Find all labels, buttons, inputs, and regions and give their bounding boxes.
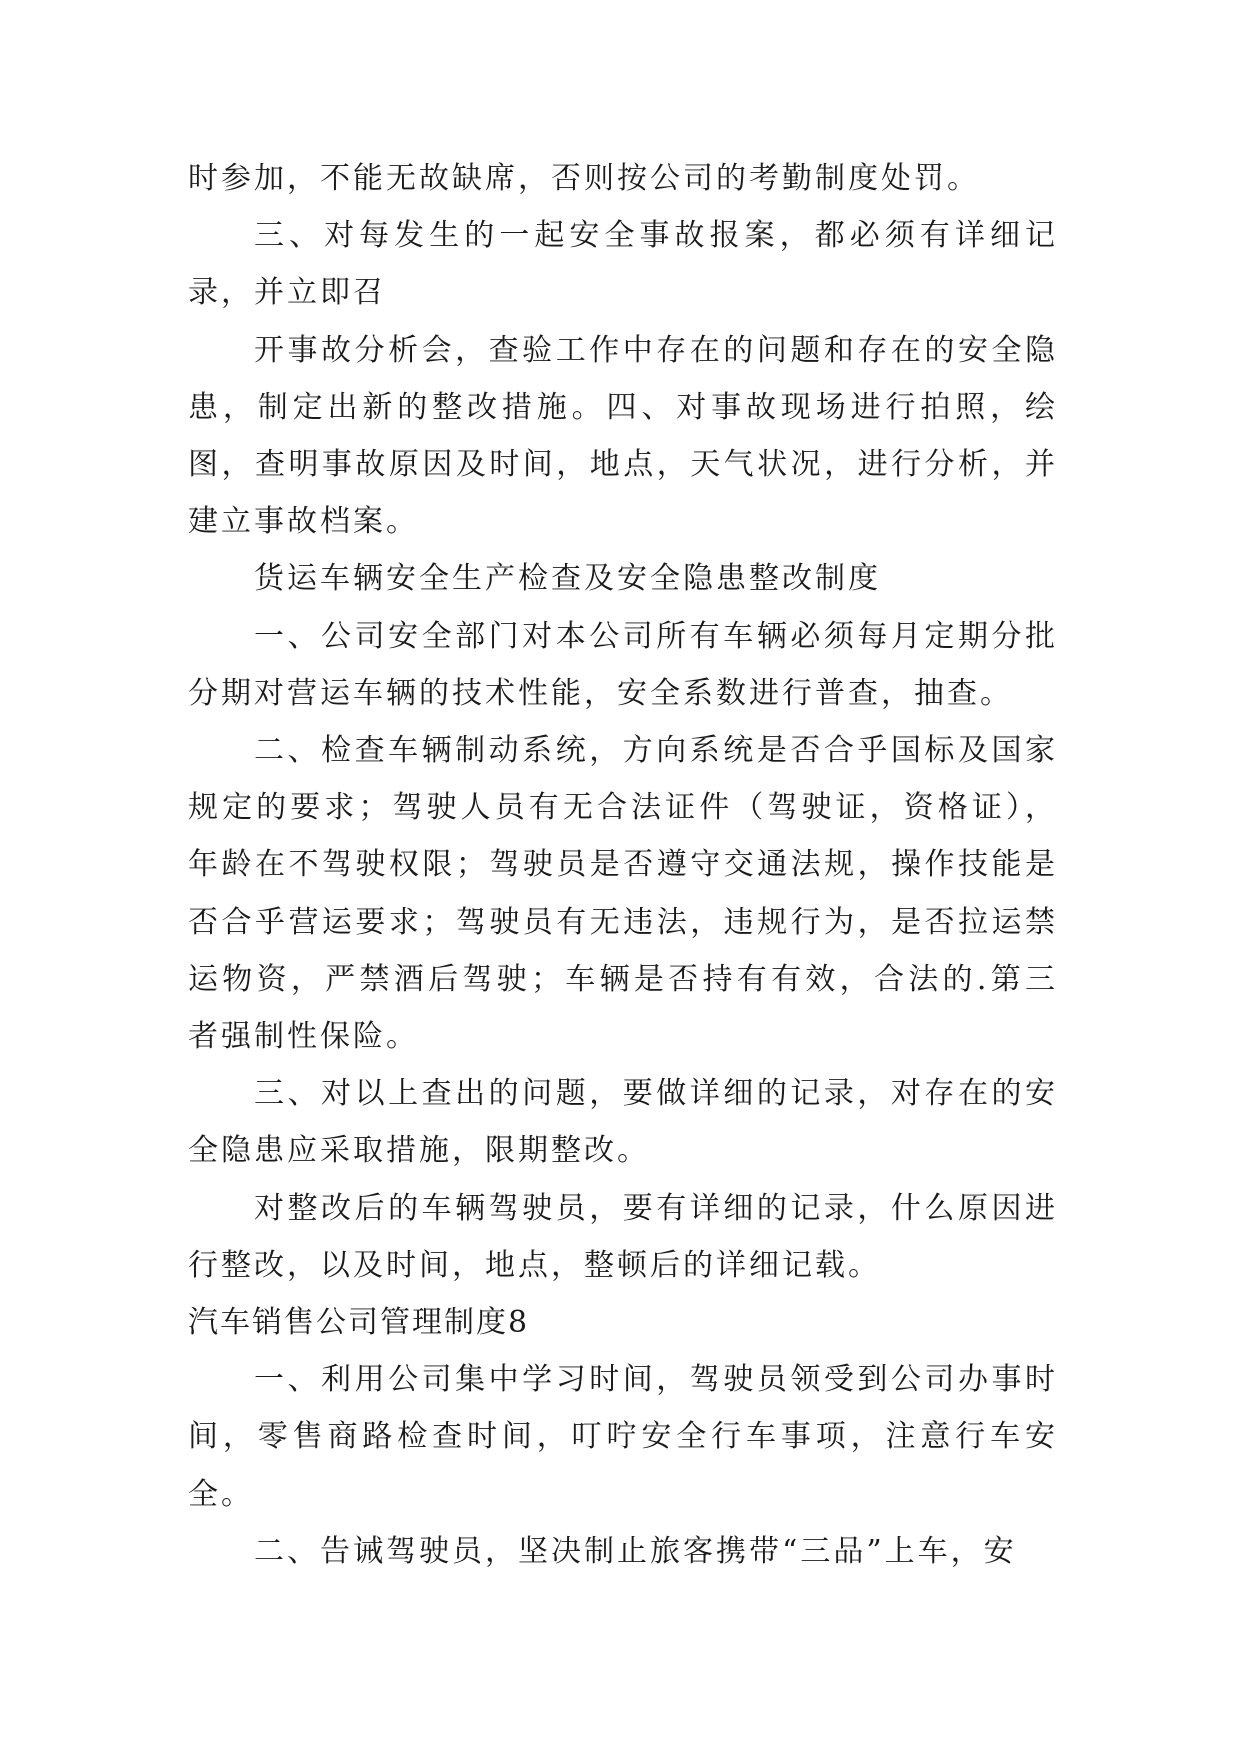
paragraph-10: 一、利用公司集中学习时间，驾驶员领受到公司办事时间，零售商路检查时间，叮咛安全行车事项，注意行车安全。 [188,1362,1058,1512]
document-body [188,150,1058,1580]
section-heading-freight-safety: 货运车辆安全生产检查及安全隐患整改制度 [254,561,881,597]
paragraph-6: 二、检查车辆制动系统，方向系统是否合乎国标及国家规定的要求；驾驶人员有无合法证件（驾驶证，资格证），年龄在不驾驶权限；驾驶员是否遵守交通法规，操作技能是否合乎营运要求；驾驶员有无违法，违规行为，是否拉运禁运物资，严禁酒后驾驶；车辆是否持有有效，合法的.第三者强制性保险。 [188,733,1058,1055]
paragraph-2: 三、对每发生的一起安全事故报案，都必须有详细记录，并立即召 [188,218,1058,311]
paragraph-11: 二、告诫驾驶员，坚决制止旅客携带“三品”上车，安 [254,1533,1017,1569]
section-title-car-sales: 汽车销售公司管理制度8 [188,1305,530,1341]
paragraph-1: 时参加，不能无故缺席，否则按公司的考勤制度处罚。 [188,161,980,196]
paragraph-7: 三、对以上查出的问题，要做详细的记录，对存在的安全隐患应采取措施，限期整改。 [188,1076,1058,1169]
paragraph-8: 对整改后的车辆驾驶员，要有详细的记录，什么原因进行整改，以及时间，地点，整顿后的详细记载。 [188,1190,1058,1283]
paragraph-5: 一、公司安全部门对本公司所有车辆必须每月定期分批分期对营运车辆的技术性能，安全系数进行普查，抽查。 [188,618,1058,711]
paragraph-3: 开事故分析会，查验工作中存在的问题和存在的安全隐患，制定出新的整改措施。四、对事故现场进行拍照，绘图，查明事故原因及时间，地点，天气状况，进行分析，并建立事故档案。 [188,332,1058,540]
